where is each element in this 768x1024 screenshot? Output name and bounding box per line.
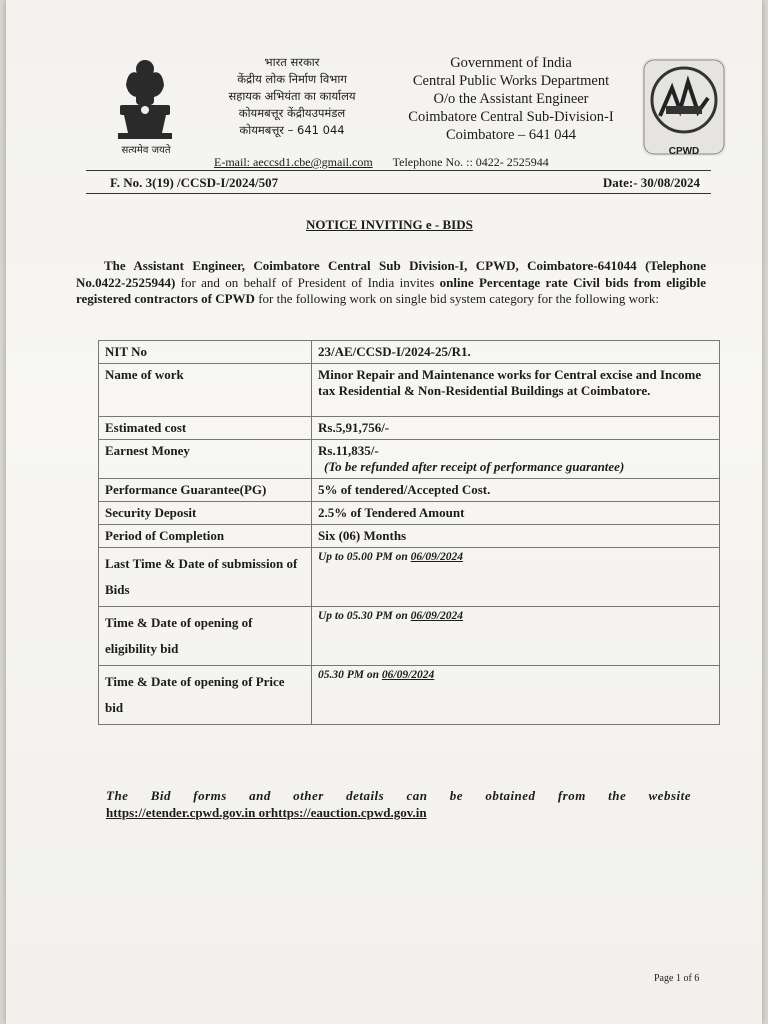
- english-line: Central Public Works Department: [412, 73, 610, 89]
- page-number: Page 1 of 6: [654, 973, 700, 984]
- intro-bid-type: online Percentage rate Civil bids from eligible registered contractors of CPWD: [76, 274, 707, 306]
- document-page: [6, 0, 762, 1024]
- security-deposit-label: Security Deposit: [99, 502, 312, 525]
- notice-heading: NOTICE INVITING e - BIDS: [306, 217, 473, 232]
- cost-value: Rs.5,91,756/-: [312, 417, 720, 440]
- file-number: F. No. 3(19) /CCSD-I/2024/507: [110, 175, 279, 190]
- email-text: E-mail: aeccsd1.cbe@gmail.com: [214, 155, 373, 169]
- file-date-row: [110, 175, 700, 191]
- english-line: O/o the Assistant Engineer: [433, 91, 589, 107]
- table-row: [99, 440, 720, 479]
- period-value: Six (06) Months: [312, 525, 720, 548]
- emblem-motto: सत्यमेव जयते: [121, 145, 171, 156]
- english-line: Coimbatore Central Sub-Division-I: [408, 109, 614, 125]
- eligibility-label: Time & Date of opening of eligibility bid: [99, 607, 312, 666]
- cost-label: Estimated cost: [99, 417, 312, 440]
- pg-value: 5% of tendered/Accepted Cost.: [312, 479, 720, 502]
- notice-date: Date:- 30/08/2024: [602, 175, 700, 190]
- nit-label: NIT No: [99, 341, 312, 364]
- hindi-line: केंद्रीय लोक निर्माण विभाग: [237, 72, 347, 86]
- english-line: Government of India: [450, 55, 572, 71]
- table-row: [99, 525, 720, 548]
- english-line: Coimbatore – 641 044: [445, 127, 577, 143]
- header-divider: [86, 170, 711, 171]
- table-row: [99, 548, 720, 607]
- eligibility-value: [312, 607, 720, 666]
- intro-issuer: The Assistant Engineer, Coimbatore Central Sub Division-I, CPWD, Coimbatore-641044 (Telephone No.0422-2525944): [76, 258, 706, 290]
- website-link[interactable]: https://etender.cpwd.gov.in orhttps://eauction.cpwd.gov.in: [106, 805, 427, 820]
- cpwd-logo-text: CPWD: [668, 146, 700, 157]
- period-label: Period of Completion: [99, 525, 312, 548]
- hindi-line: कोयमबत्तूर केंद्रीयउपमंडल: [238, 106, 346, 120]
- submission-date: 06/09/2024: [410, 551, 464, 563]
- telephone-text: Telephone No. :: 0422- 2525944: [392, 155, 549, 169]
- hindi-line: कोयमबत्तूर – 641 044: [239, 123, 345, 137]
- work-value: Minor Repair and Maintenance works for Central excise and Income tax Residential & Non-Residential Buildings at Coimbatore.: [312, 364, 720, 417]
- nit-value: 23/AE/CCSD-I/2024-25/R1.: [312, 341, 720, 364]
- price-bid-time: 05.30 PM on: [318, 669, 382, 681]
- hindi-line: सहायक अभियंता का कार्यालय: [228, 89, 356, 103]
- contact-line: [214, 155, 734, 170]
- hindi-line: भारत सरकार: [264, 55, 320, 69]
- cpwd-logo-icon: [642, 58, 726, 156]
- security-deposit-value: 2.5% of Tendered Amount: [312, 502, 720, 525]
- price-bid-value: [312, 666, 720, 725]
- pg-label: Performance Guarantee(PG): [99, 479, 312, 502]
- file-divider: [86, 193, 711, 194]
- work-label: Name of work: [99, 364, 312, 417]
- price-bid-date: 06/09/2024: [381, 669, 435, 681]
- footer-note: The Bid forms and other details can be obtained from the website: [106, 788, 691, 803]
- eligibility-time: Up to 05.30 PM on: [318, 610, 411, 622]
- earnest-money-value: Rs.11,835/-: [318, 443, 379, 458]
- table-row: [99, 502, 720, 525]
- earnest-money-note: (To be refunded after receipt of performance guarantee): [324, 459, 625, 474]
- submission-label: Last Time & Date of submission of Bids: [99, 548, 312, 607]
- submission-time: Up to 05.00 PM on: [318, 551, 411, 563]
- table-row: [99, 479, 720, 502]
- english-address-block: [386, 54, 636, 144]
- table-row: [99, 364, 720, 417]
- eligibility-date: 06/09/2024: [410, 610, 464, 622]
- nit-details-table: [98, 340, 720, 725]
- table-row: [99, 417, 720, 440]
- table-row: [99, 666, 720, 725]
- earnest-money-label: Earnest Money: [99, 440, 312, 479]
- intro-paragraph: [76, 258, 706, 308]
- table-row: [99, 341, 720, 364]
- intro-text-end: for the following work on single bid system category for the following work:: [254, 291, 659, 306]
- hindi-address-block: [202, 54, 382, 139]
- earnest-money-cell: [312, 440, 720, 479]
- intro-text: for and on behalf of President of India invites: [175, 274, 440, 290]
- submission-value: [312, 548, 720, 607]
- table-row: [99, 607, 720, 666]
- price-bid-label: Time & Date of opening of Price bid: [99, 666, 312, 725]
